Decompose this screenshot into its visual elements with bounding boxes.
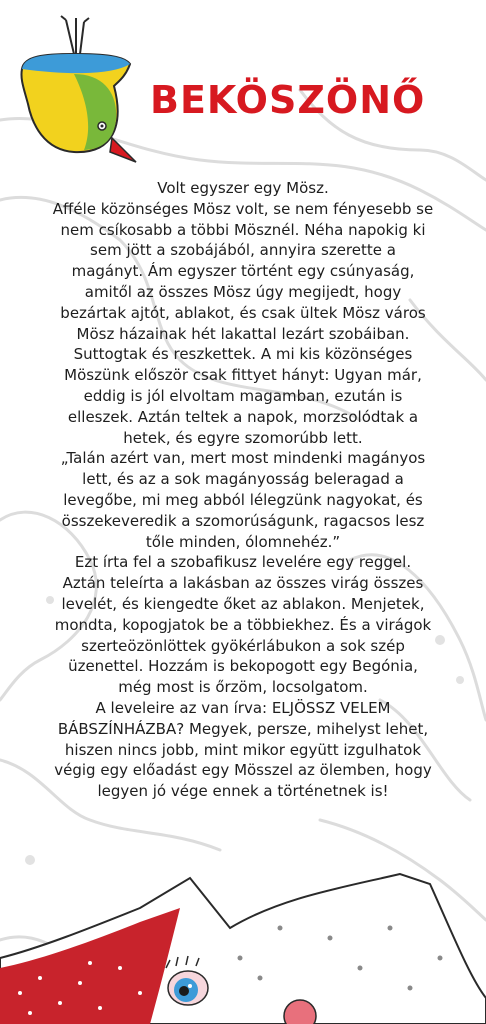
story-paragraph: Volt egyszer egy Mösz.: [157, 179, 329, 197]
story-text: [52, 178, 434, 802]
fish-illustration-icon: [0, 868, 486, 1024]
bird-illustration-icon: [14, 14, 144, 164]
story-paragraph: Ezt írta fel a szobafikusz levelére egy reggel. Aztán teleírta a lakásban az összes virág összes levelét, és kiengedte őket az ablakon. Menjetek, mondta, kopogjatok be a többiekhez. És a virágok szerteözönlöttek gyökérlábukon a sok szép üzenettel. Hozzám is bekopogott egy Begónia, még most is őrzöm, locsolgatom.: [54, 553, 432, 697]
story-paragraph: A leveleire az van írva: ELJÖSSZ VELEM BÁBSZÍNHÁZBA? Megyek, persze, mihelyst lehet, hiszen nincs jobb, mint mikor együtt izgulhatok végig egy előadást egy Mösszel az ölemben, hogy legyen jó vége ennek a történetnek is!: [54, 698, 432, 801]
page-title: BEKÖSZÖNŐ: [150, 78, 426, 122]
story-paragraph: „Talán azért van, mert most mindenki magányos lett, és az a sok magányosság beleragad a levegőbe, mi meg abból lélegzünk nagyokat, és összekeveredik a szomorúságunk, ragacsos lesz tőle minden, ólomnehéz.”: [60, 449, 426, 551]
story-paragraph: Afféle közönséges Mösz volt, se nem fényesebb se nem csíkosabb a többi Mösznél. Néha napokig ki sem jött a szobájából, annyira szerette a magányt. Ám egyszer történt egy csúnyaság, amitől az összes Mösz úgy megijedt, hogy bezártak ajtót, ablakot, és csak ültek Mösz város Mösz házainak hét lakattal lezárt szobáiban. Suttogtak és reszkettek. A mi kis közönséges Möszünk először csak fittyet hányt: Ugyan már, eddig is jól elvoltam magamban, ezután is elleszek. Aztán teltek a napok, morzsolódtak a hetek, és egyre szomorúbb lett.: [52, 199, 434, 447]
